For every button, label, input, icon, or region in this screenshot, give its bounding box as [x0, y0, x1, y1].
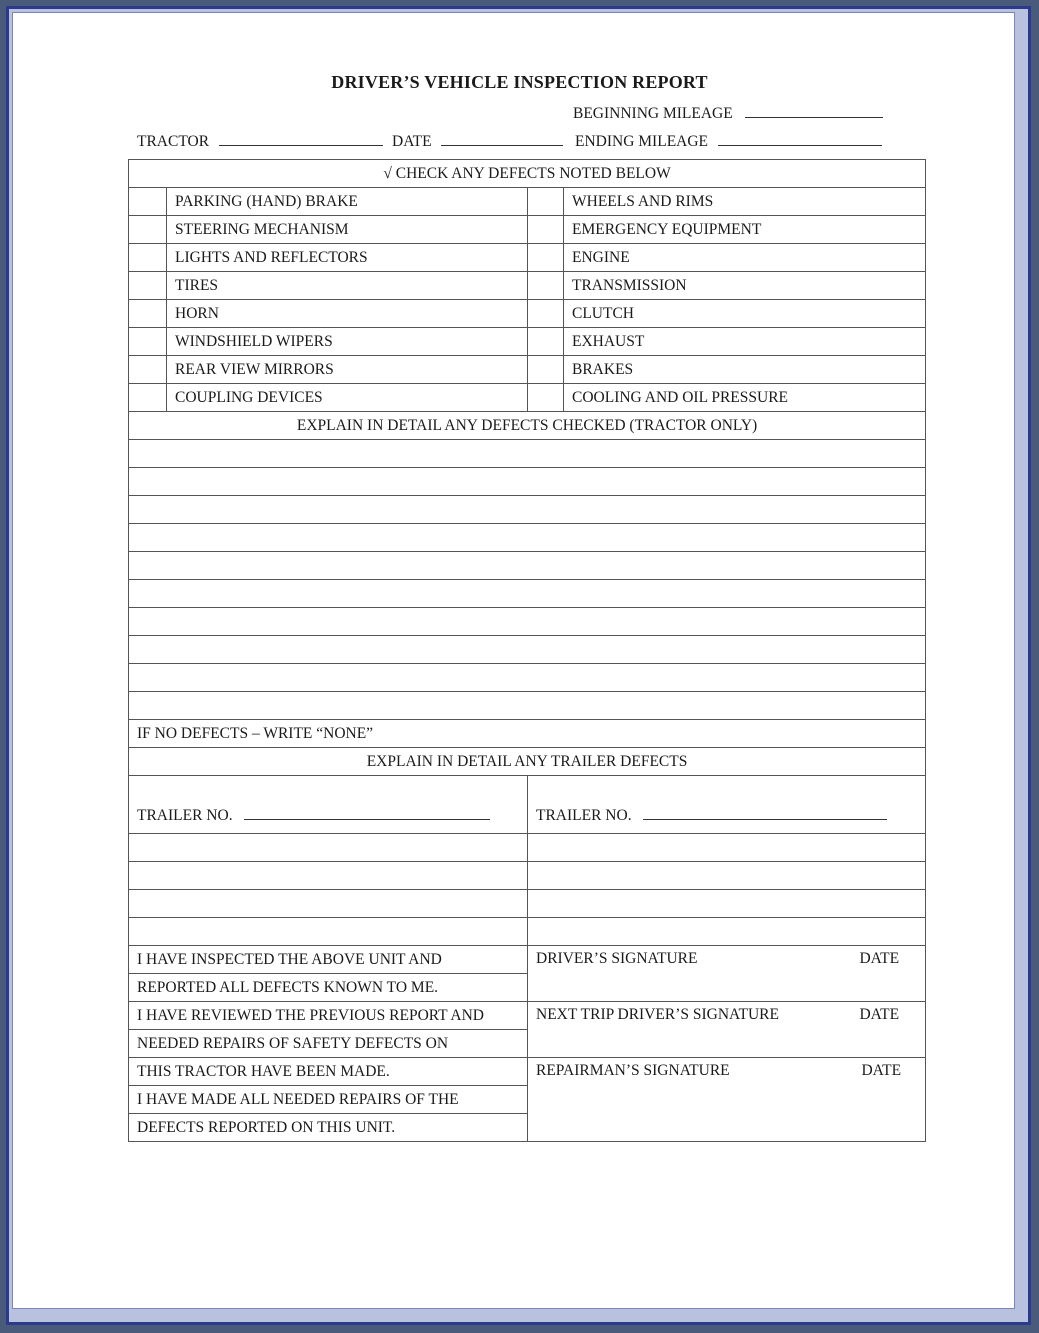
repairman-date-label: DATE: [861, 1062, 902, 1079]
checklist-row: [129, 300, 926, 328]
cert-text: I HAVE INSPECTED THE ABOVE UNIT AND: [129, 946, 528, 974]
checkbox[interactable]: [528, 216, 564, 244]
checkbox[interactable]: [129, 356, 167, 384]
checklist-item-right: ENGINE: [564, 244, 926, 272]
checklist-row: [129, 384, 926, 412]
checklist-item-right: EMERGENCY EQUIPMENT: [564, 216, 926, 244]
checklist-item-left: REAR VIEW MIRRORS: [167, 356, 528, 384]
trailer-defect-line-left[interactable]: [129, 834, 528, 862]
checklist-item-left: TIRES: [167, 272, 528, 300]
ending-mileage-line[interactable]: [718, 131, 882, 146]
check-header: √ CHECK ANY DEFECTS NOTED BELOW: [129, 160, 926, 188]
driver-signature-label: DRIVER’S SIGNATURE: [536, 950, 698, 967]
date-field[interactable]: [392, 131, 563, 151]
checklist-item-right: BRAKES: [564, 356, 926, 384]
trailer-defect-line-right[interactable]: [528, 890, 926, 918]
checklist-row: [129, 328, 926, 356]
explain-trailer-row: [129, 748, 926, 776]
tractor-defect-line[interactable]: [129, 608, 926, 636]
no-defects-row: [129, 720, 926, 748]
trailer-no-line[interactable]: [244, 805, 490, 820]
checkbox[interactable]: [528, 272, 564, 300]
checklist-item-right: WHEELS AND RIMS: [564, 188, 926, 216]
checklist-item-left: HORN: [167, 300, 528, 328]
explain-trailer-heading: EXPLAIN IN DETAIL ANY TRAILER DEFECTS: [129, 748, 926, 776]
certification-row: [129, 1058, 926, 1086]
cert-text: REPORTED ALL DEFECTS KNOWN TO ME.: [129, 974, 528, 1002]
explain-tractor-row: [129, 412, 926, 440]
checklist-item-left: LIGHTS AND REFLECTORS: [167, 244, 528, 272]
no-defects-note: IF NO DEFECTS – WRITE “NONE”: [129, 720, 926, 748]
trailer-number-row: [129, 776, 926, 834]
certification-row: [129, 946, 926, 974]
checklist-item-right: CLUTCH: [564, 300, 926, 328]
driver-signature-date-label: DATE: [859, 950, 900, 967]
checklist-row: [129, 272, 926, 300]
repairman-signature-field[interactable]: [528, 1058, 926, 1142]
checkbox[interactable]: [129, 272, 167, 300]
tractor-defect-line[interactable]: [129, 440, 926, 468]
trailer-defect-line-right[interactable]: [528, 918, 926, 946]
cert-text: THIS TRACTOR HAVE BEEN MADE.: [129, 1058, 528, 1086]
checklist-item-left: WINDSHIELD WIPERS: [167, 328, 528, 356]
date-label: DATE: [392, 133, 432, 150]
tractor-defect-line[interactable]: [129, 552, 926, 580]
checkbox[interactable]: [528, 300, 564, 328]
trailer-defect-line-left[interactable]: [129, 862, 528, 890]
checklist-item-right: EXHAUST: [564, 328, 926, 356]
tractor-defect-line[interactable]: [129, 580, 926, 608]
checkbox[interactable]: [129, 328, 167, 356]
tractor-defect-line[interactable]: [129, 496, 926, 524]
next-trip-date-label: DATE: [859, 1006, 900, 1023]
beginning-mileage-label: BEGINNING MILEAGE: [573, 105, 733, 122]
cert-text: DEFECTS REPORTED ON THIS UNIT.: [129, 1114, 528, 1142]
date-line[interactable]: [441, 131, 563, 146]
tractor-label: TRACTOR: [137, 133, 210, 150]
trailer-defect-line-left[interactable]: [129, 918, 528, 946]
tractor-defect-line[interactable]: [129, 524, 926, 552]
trailer-no-line[interactable]: [643, 805, 887, 820]
beginning-mileage-field[interactable]: [573, 103, 883, 123]
tractor-defect-line[interactable]: [129, 468, 926, 496]
checklist-item-left: PARKING (HAND) BRAKE: [167, 188, 528, 216]
tractor-defect-line[interactable]: [129, 664, 926, 692]
form-title: DRIVER’S VEHICLE INSPECTION REPORT: [331, 72, 708, 92]
checkbox[interactable]: [129, 300, 167, 328]
next-trip-signature-label: NEXT TRIP DRIVER’S SIGNATURE: [536, 1006, 779, 1023]
checklist-row: [129, 216, 926, 244]
trailer-defect-line-right[interactable]: [528, 862, 926, 890]
inspection-table: [128, 159, 926, 1142]
trailer-no-field-right[interactable]: [528, 776, 926, 834]
checkbox[interactable]: [129, 244, 167, 272]
trailer-defect-line-right[interactable]: [528, 834, 926, 862]
trailer-no-label: TRAILER NO.: [137, 807, 233, 824]
checklist-row: [129, 188, 926, 216]
next-trip-signature-field[interactable]: [528, 1002, 926, 1058]
tractor-field[interactable]: [137, 131, 383, 151]
checklist-item-right: TRANSMISSION: [564, 272, 926, 300]
cert-text: NEEDED REPAIRS OF SAFETY DEFECTS ON: [129, 1030, 528, 1058]
repairman-signature-label: REPAIRMAN’S SIGNATURE: [536, 1062, 730, 1079]
checklist-item-right: COOLING AND OIL PRESSURE: [564, 384, 926, 412]
checkbox[interactable]: [129, 216, 167, 244]
checkbox[interactable]: [528, 384, 564, 412]
checklist-item-left: COUPLING DEVICES: [167, 384, 528, 412]
checkbox[interactable]: [528, 188, 564, 216]
checkbox[interactable]: [129, 188, 167, 216]
cert-text: I HAVE MADE ALL NEEDED REPAIRS OF THE: [129, 1086, 528, 1114]
checklist-item-left: STEERING MECHANISM: [167, 216, 528, 244]
checkbox[interactable]: [129, 384, 167, 412]
explain-tractor-heading: EXPLAIN IN DETAIL ANY DEFECTS CHECKED (TRACTOR ONLY): [129, 412, 926, 440]
driver-signature-field[interactable]: [528, 946, 926, 1002]
checklist-row: [129, 244, 926, 272]
ending-mileage-field[interactable]: [575, 131, 882, 151]
checkbox[interactable]: [528, 328, 564, 356]
trailer-no-field-left[interactable]: [129, 776, 528, 834]
checkbox[interactable]: [528, 244, 564, 272]
beginning-mileage-line[interactable]: [745, 103, 883, 118]
tractor-defect-line[interactable]: [129, 692, 926, 720]
tractor-line[interactable]: [219, 131, 383, 146]
cert-text: I HAVE REVIEWED THE PREVIOUS REPORT AND: [129, 1002, 528, 1030]
trailer-no-label: TRAILER NO.: [536, 807, 632, 824]
ending-mileage-label: ENDING MILEAGE: [575, 133, 709, 150]
checkbox[interactable]: [528, 356, 564, 384]
checklist-row: [129, 356, 926, 384]
trailer-defect-line-left[interactable]: [129, 890, 528, 918]
tractor-defect-line[interactable]: [129, 636, 926, 664]
check-header-row: [129, 160, 926, 188]
certification-row: [129, 1002, 926, 1030]
